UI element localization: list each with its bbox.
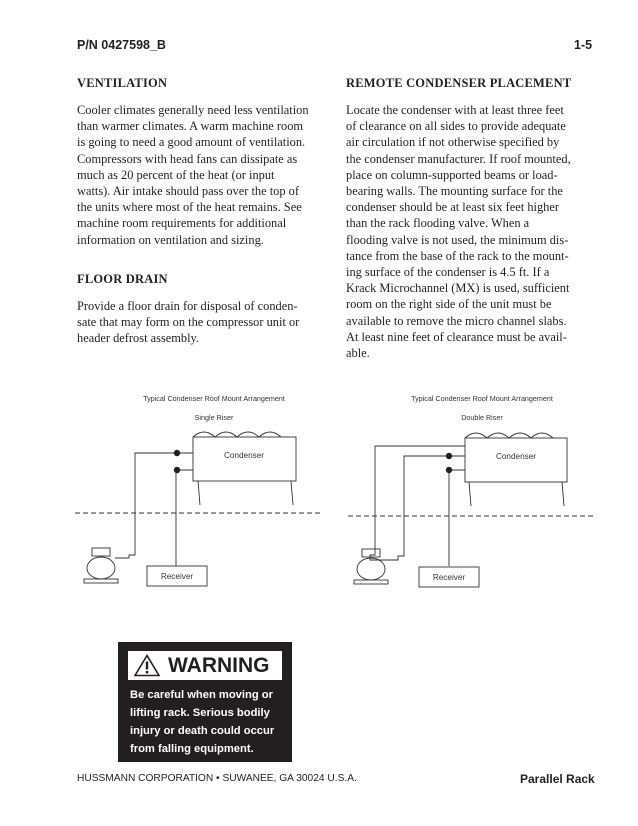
text-line: injury or death could occur — [130, 725, 275, 737]
text-line: sate that may form on the compressor unit or — [77, 315, 300, 330]
text-line: Locate the condenser with at least three feet — [346, 103, 564, 117]
text-line: the units where most of the heat remains. See — [77, 200, 302, 215]
valve-dot — [174, 450, 180, 456]
text-line: information on ventilation and sizing. — [77, 232, 264, 247]
text-line: Be careful when moving or — [130, 689, 273, 701]
receiver-label: Receiver — [160, 572, 194, 581]
text-line: header defrost assembly. — [77, 331, 200, 346]
diagram-title: Typical Condenser Roof Mount Arrangement — [143, 394, 285, 403]
condenser-leg — [198, 481, 200, 505]
receiver-label: Receiver — [432, 573, 466, 582]
text-line: flooding valve is not used, the minimum dis- — [346, 232, 569, 247]
text-line: At least nine feet of clearance must be avail- — [346, 329, 567, 344]
text-line: is going to need a good amount of ventilation. — [77, 135, 306, 150]
condenser-leg — [562, 482, 564, 506]
text-line: air circulation if not otherwise specified by — [346, 135, 560, 150]
text-line: Krack Microchannel (MX) is used, sufficient — [346, 281, 570, 296]
text-line: machine room requirements for additional — [77, 216, 287, 231]
text-line: ing surface of the condenser is 4.5 ft. If a — [346, 265, 550, 280]
text-line: Provide a floor drain for disposal of conden- — [77, 299, 298, 313]
compressor — [357, 558, 385, 580]
compressor — [87, 557, 115, 579]
valve-dot — [446, 453, 452, 459]
liquid-pipe — [449, 470, 465, 566]
warning-box — [118, 642, 292, 762]
footer-company: HUSSMANN CORPORATION • SUWANEE, GA 30024 U.S.A. — [77, 773, 357, 784]
text-line: of clearance on all sides to provide adequate — [346, 119, 566, 134]
text-line: than the rack flooding valve. When a — [346, 216, 530, 231]
text-line: lifting rack. Serious bodily — [130, 707, 270, 719]
text-line: Compressors with head fans can dissipate as — [77, 151, 298, 166]
liquid-pipe — [176, 470, 193, 566]
text-line: Cooler climates generally need less ventilation — [77, 103, 309, 117]
text-line: from falling equipment. — [130, 743, 254, 755]
page-number: 1-5 — [574, 38, 593, 52]
warning-triangle-icon — [134, 654, 160, 677]
text-line: room on the right side of the unit must be — [346, 297, 552, 312]
condenser-fans — [465, 433, 553, 438]
warning-text — [130, 686, 274, 758]
condenser-label: Condenser — [495, 452, 537, 461]
discharge-riser — [387, 456, 465, 560]
condenser-fans — [193, 432, 281, 437]
condenser-label: Condenser — [223, 451, 265, 460]
compressor-base — [354, 580, 388, 584]
text-line: watts). Air intake should pass over the top of — [77, 184, 299, 199]
discharge-riser — [370, 446, 465, 560]
text-line: than warmer climates. A warm machine room — [77, 119, 304, 134]
text-line: bearing walls. The mounting surface for the — [346, 184, 563, 199]
condenser-leg — [291, 481, 293, 505]
double-riser-diagram — [348, 394, 596, 587]
text-line: tance from the base of the rack to the mount- — [346, 248, 569, 263]
condenser-leg — [469, 482, 471, 506]
text-line: place on column-supported beams or load- — [346, 167, 558, 182]
diagram-title: Typical Condenser Roof Mount Arrangement — [411, 394, 553, 403]
ventilation-heading: VENTILATION — [77, 76, 168, 90]
floor-drain-heading: FLOOR DRAIN — [77, 272, 168, 286]
compressor-head — [92, 548, 110, 556]
compressor-base — [84, 579, 118, 583]
valve-dot — [174, 467, 180, 473]
text-line: condenser should be at least six feet higher — [346, 200, 559, 215]
footer-doc-title: Parallel Rack — [520, 772, 595, 786]
diagram-subtitle: Double Riser — [461, 413, 503, 422]
warning-header — [128, 651, 282, 680]
text-line: much as 20 percent of the heat (or input — [77, 167, 275, 182]
compressor-head — [362, 549, 380, 557]
remote-condenser-heading: REMOTE CONDENSER PLACEMENT — [346, 76, 572, 90]
text-line: available to remove the micro channel slabs. — [346, 313, 567, 328]
text-line: the condenser manufacturer. If roof mounted, — [346, 151, 571, 166]
valve-dot — [446, 467, 452, 473]
single-riser-diagram — [75, 394, 323, 586]
discharge-pipe — [115, 453, 193, 558]
part-number: P/N 0427598_B — [77, 38, 166, 52]
text-line: able. — [346, 346, 370, 361]
warning-title: WARNING — [168, 654, 270, 677]
diagram-subtitle: Single Riser — [194, 413, 234, 422]
